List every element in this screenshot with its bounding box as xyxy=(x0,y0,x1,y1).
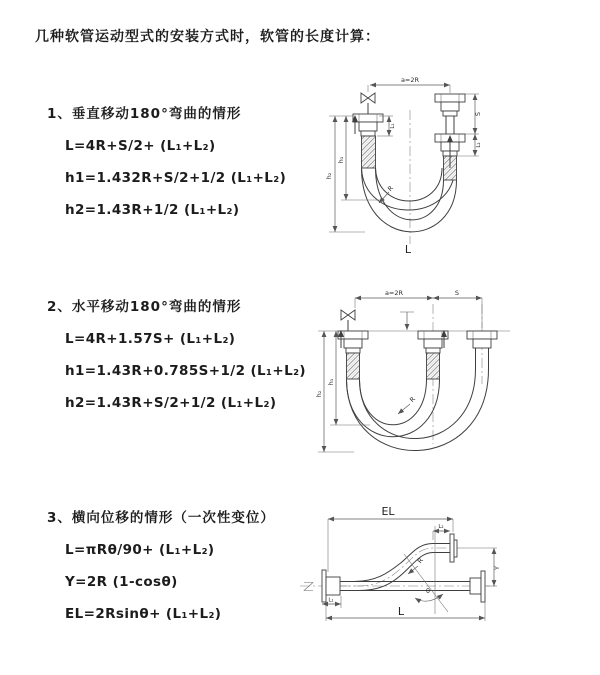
dim-label-h2: h₂ xyxy=(315,390,323,398)
dim-label-l2: L₂ xyxy=(438,524,444,530)
radius-label: R xyxy=(408,395,418,405)
valve-icon xyxy=(341,310,355,320)
formula-el: EL=2Rsinθ+ (L₁+L₂) xyxy=(65,606,222,622)
dim-label-l2: L₂ xyxy=(476,142,482,148)
section-2-formulas xyxy=(65,323,306,419)
section-1-formulas xyxy=(65,130,286,226)
formula-l: L=4R+S/2+ (L₁+L₂) xyxy=(65,138,216,154)
section-lateral-displacement xyxy=(47,506,275,630)
geometry-reference xyxy=(404,526,448,614)
braided-hose-section xyxy=(347,353,360,379)
diagram-horizontal-180-bend xyxy=(310,284,600,466)
left-pipe-assembly xyxy=(352,93,383,168)
dim-label-a2r: a=2R xyxy=(400,76,420,84)
section-1-heading: 1、垂直移动180°弯曲的情形 xyxy=(47,106,242,122)
dim-label-l1: L₁ xyxy=(390,123,396,129)
angle-label: θ xyxy=(426,587,430,595)
radius-label: R xyxy=(415,556,425,566)
formula-l: L=πRθ/90+ (L₁+L₂) xyxy=(65,542,215,558)
section-3-heading: 3、横向位移的情形（一次性变位） xyxy=(47,510,275,526)
formula-h1: h1=1.43R+0.785S+1/2 (L₁+L₂) xyxy=(65,363,306,379)
curved-hose xyxy=(340,544,433,591)
section-horizontal-movement xyxy=(47,295,306,419)
dim-label-h1: h₁ xyxy=(327,378,335,386)
section-2-heading: 2、水平移动180°弯曲的情形 xyxy=(47,299,242,315)
centerline xyxy=(433,304,482,444)
diagram-lateral-displacement xyxy=(298,498,600,646)
length-label: L xyxy=(404,243,412,256)
dim-label-a2r: a=2R xyxy=(384,289,404,297)
diagram-vertical-180-bend xyxy=(315,72,595,257)
dimension-lines xyxy=(315,289,482,452)
braided-hose-section xyxy=(427,353,440,379)
right-pipe-assembly xyxy=(435,94,465,180)
break-symbol-icon xyxy=(304,583,313,591)
dim-label-h2: h₂ xyxy=(325,172,333,180)
dim-label-el: EL xyxy=(381,505,395,518)
formula-h2: h2=1.43R+S/2+1/2 (L₁+L₂) xyxy=(65,395,277,411)
straight-position-tube xyxy=(340,571,485,602)
page-title: 几种软管运动型式的安装方式时，软管的长度计算： xyxy=(35,29,380,45)
hose-u-bends xyxy=(347,369,489,451)
braided-hose-section xyxy=(362,136,376,168)
formula-h1: h1=1.432R+S/2+1/2 (L₁+L₂) xyxy=(65,170,287,186)
dimension-lines xyxy=(322,505,501,621)
dim-label-l1: L₁ xyxy=(328,597,334,604)
valve-icon xyxy=(361,93,375,103)
formula-y: Y=2R (1-cosθ) xyxy=(65,574,178,590)
middle-pipe-assembly xyxy=(400,312,448,379)
formula-l: L=4R+1.57S+ (L₁+L₂) xyxy=(65,331,236,347)
dim-label-h1: h₁ xyxy=(337,156,345,164)
dim-label-s: S xyxy=(474,111,482,117)
dim-label-s: S xyxy=(454,289,460,297)
left-pipe-assembly xyxy=(338,310,368,379)
formula-h2: h2=1.43R+1/2 (L₁+L₂) xyxy=(65,202,240,218)
section-vertical-movement xyxy=(47,102,286,226)
dim-label-l: L xyxy=(397,605,405,618)
section-3-formulas xyxy=(65,534,275,630)
dim-label-y: Y xyxy=(493,566,501,570)
radius-label: R xyxy=(386,184,396,194)
